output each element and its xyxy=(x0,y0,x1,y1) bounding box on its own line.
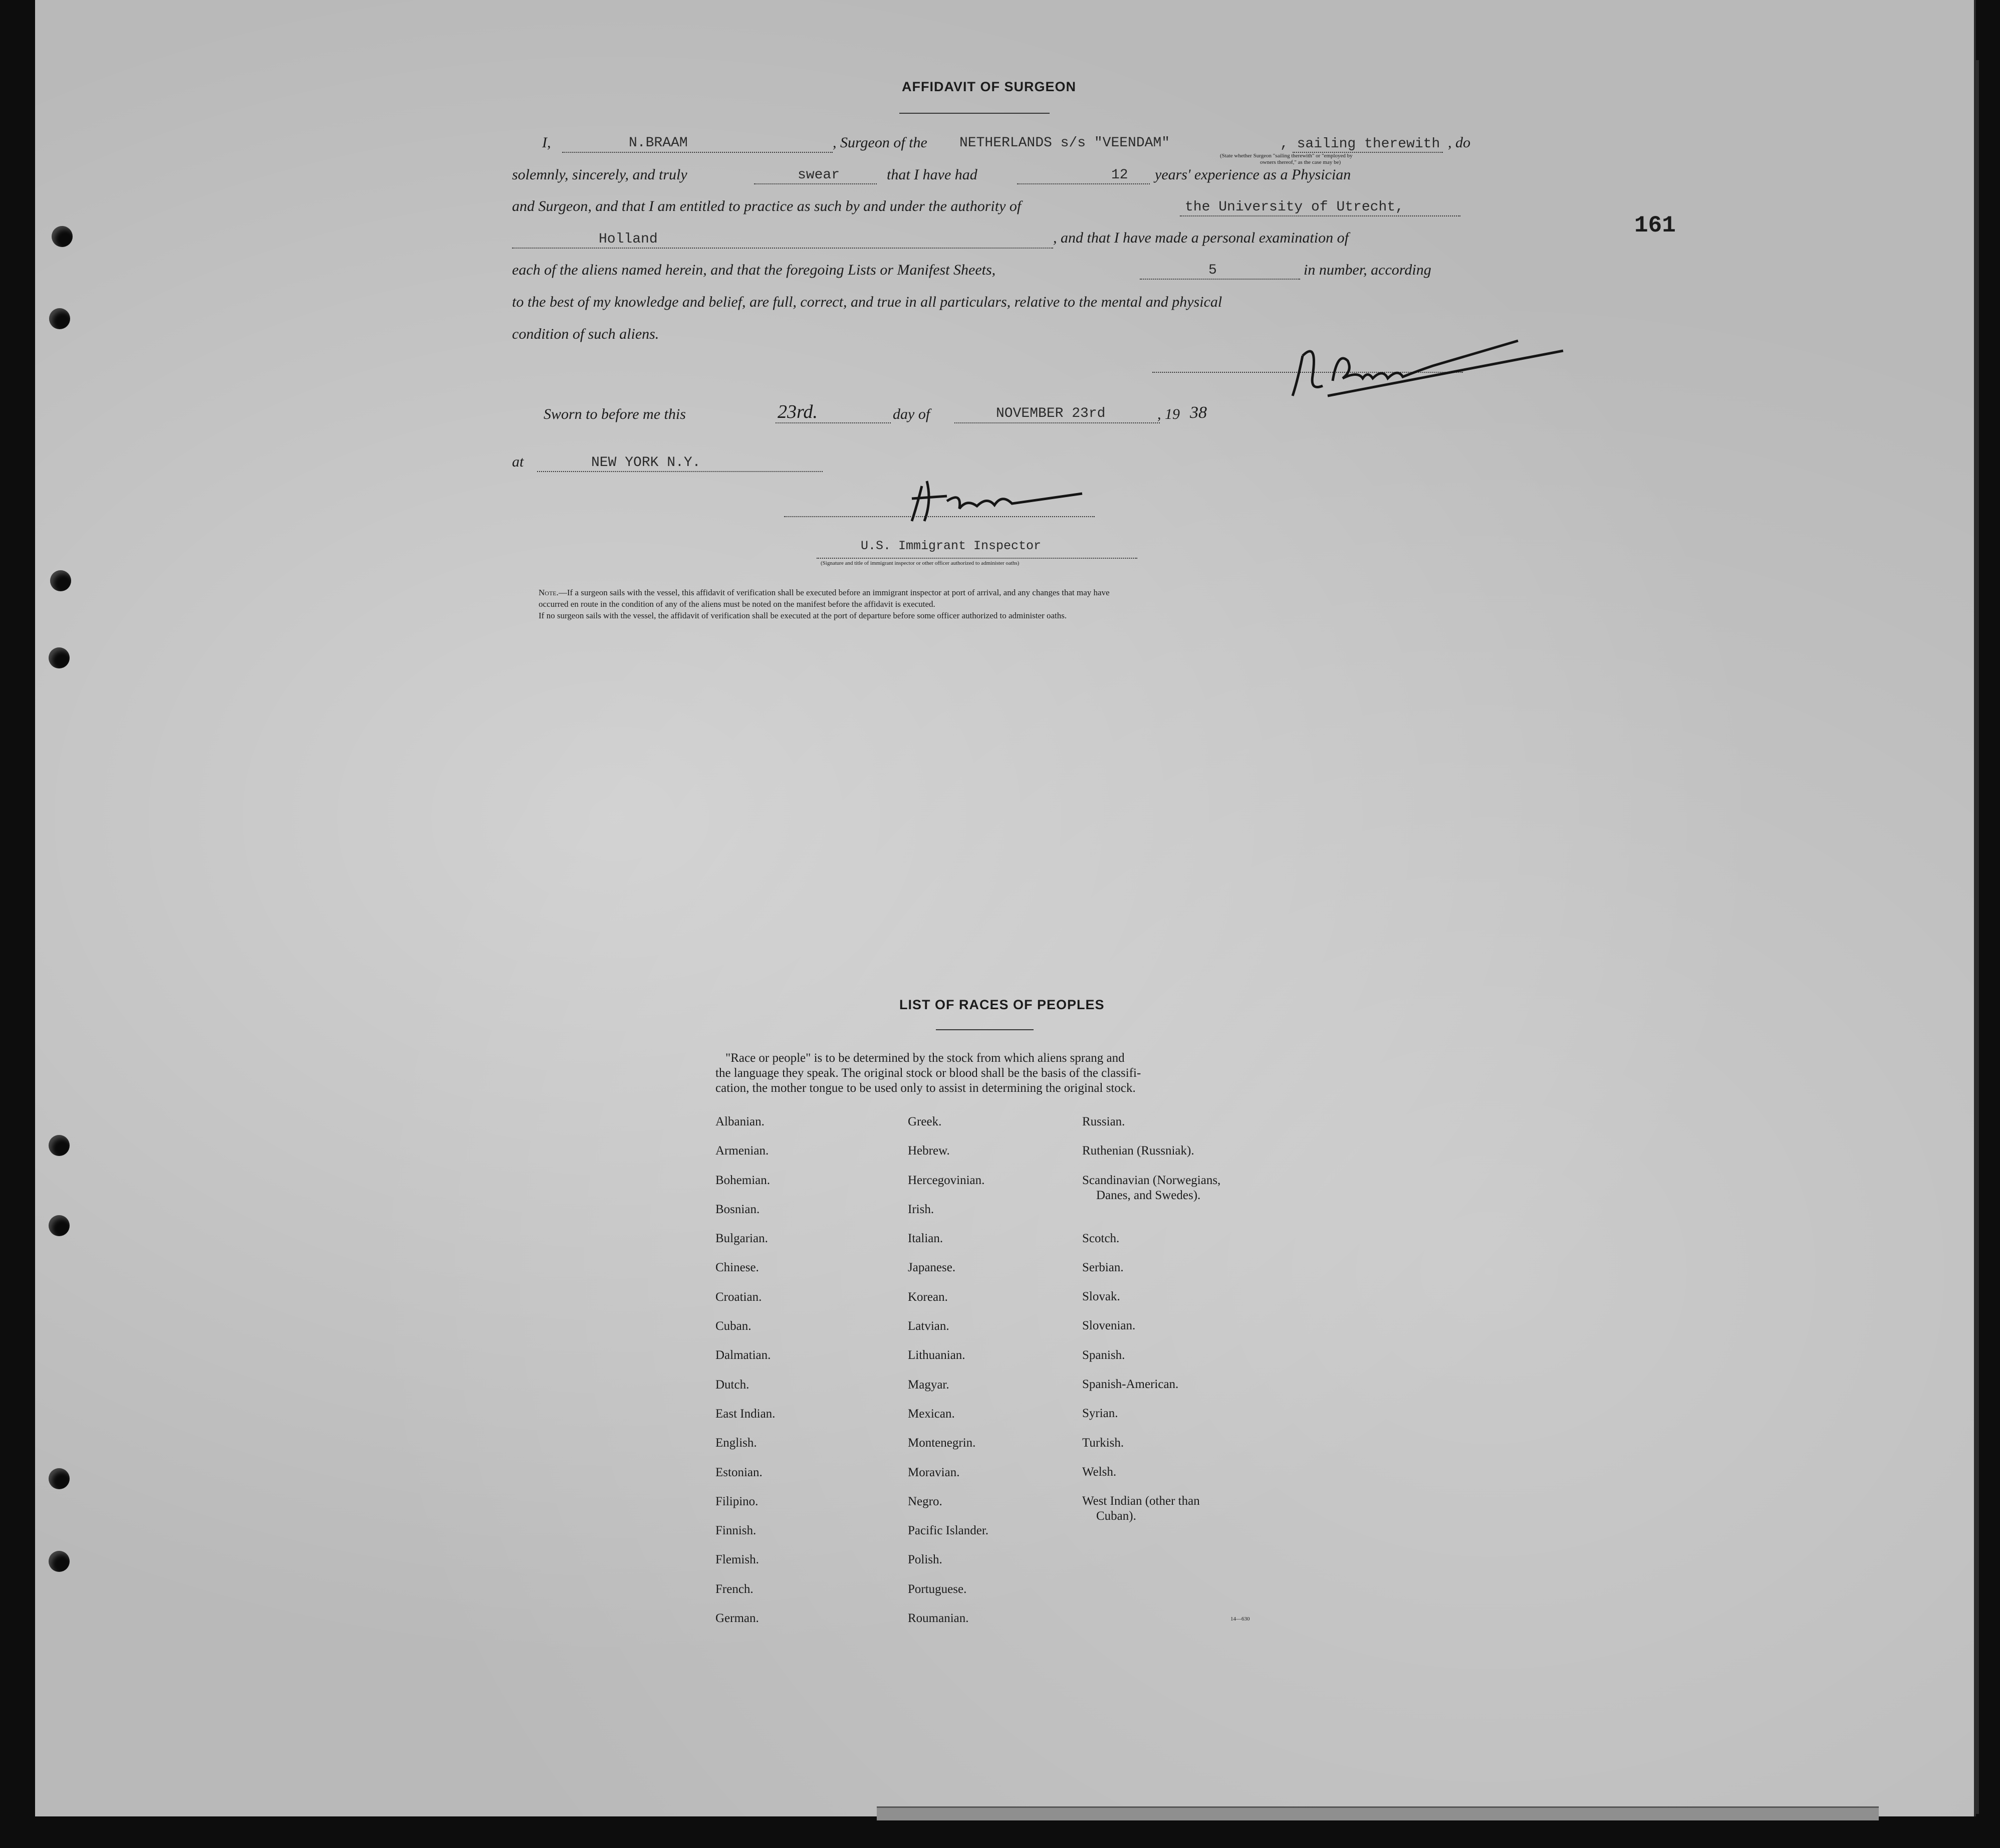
fill-line xyxy=(754,183,877,184)
race-item: Latvian. xyxy=(908,1319,949,1333)
day-of-text: day of xyxy=(893,406,930,422)
inspector-caption: (Signature and title of immigrant inspector or other officer authorized to administer oaths) xyxy=(821,560,1020,566)
race-item: Scandinavian (Norwegians, xyxy=(1082,1173,1221,1187)
authority-1: the University of Utrecht, xyxy=(1185,199,1404,215)
fill-line xyxy=(1180,215,1460,216)
races-intro-3: cation, the mother tongue to be used only to assist in determining the original stock. xyxy=(715,1081,1136,1095)
year-suffix: 38 xyxy=(1190,403,1207,422)
note-label: Note. xyxy=(539,588,559,597)
race-item: Montenegrin. xyxy=(908,1436,976,1450)
line5-text: each of the aliens named herein, and that the foregoing Lists or Manifest Sheets, xyxy=(512,262,996,278)
at-label: at xyxy=(512,453,524,470)
race-item: Bohemian. xyxy=(715,1173,771,1187)
binder-hole xyxy=(50,570,71,591)
race-item: Turkish. xyxy=(1082,1436,1124,1450)
sworn-text: Sworn to before me this xyxy=(544,406,686,422)
race-item: Polish. xyxy=(908,1553,942,1567)
note-line-2: occurred en route in the condition of any of the aliens must be noted on the manifest before the affidavit is executed. xyxy=(539,599,935,609)
in-number-text: in number, according xyxy=(1304,262,1431,278)
race-item: Syrian. xyxy=(1082,1407,1118,1421)
line3-text: and Surgeon, and that I am entitled to practice as such by and under the authority of xyxy=(512,198,1022,214)
year-prefix: , 19 xyxy=(1157,406,1180,422)
fill-line xyxy=(954,422,1160,423)
race-item: Italian. xyxy=(908,1232,943,1246)
binder-hole xyxy=(49,647,70,668)
page-edge xyxy=(1974,60,1979,1814)
status-note-1: (State whether Surgeon "sailing therewith" or "employed by xyxy=(1220,153,1353,159)
affidavit-i: I, xyxy=(542,134,551,151)
race-item: Bulgarian. xyxy=(715,1232,768,1246)
races-intro-2: the language they speak. The original stock or blood shall be the basis of the classifi- xyxy=(715,1066,1141,1080)
authority-2: Holland xyxy=(599,232,658,247)
race-item: Hebrew. xyxy=(908,1144,950,1158)
binder-hole xyxy=(49,1215,70,1236)
race-item: French. xyxy=(715,1582,754,1596)
binder-hole xyxy=(49,1551,70,1572)
form-code: 14—630 xyxy=(1230,1616,1250,1622)
affidavit-title: AFFIDAVIT OF SURGEON xyxy=(902,79,1076,94)
race-item: Pacific Islander. xyxy=(908,1524,989,1538)
race-item-multiline xyxy=(1082,1166,1221,1202)
line4-text: , and that I have made a personal examination of xyxy=(1053,229,1349,246)
race-item: Scotch. xyxy=(1082,1231,1120,1245)
race-item: Lithuanian. xyxy=(908,1348,965,1362)
race-item: Roumanian. xyxy=(908,1611,969,1626)
fill-line xyxy=(1017,183,1150,184)
note-text-1: —If a surgeon sails with the vessel, this affidavit of verification shall be executed before an immigrant inspector at port of arrival, and any changes that may have xyxy=(558,588,1110,597)
race-item: Estonian. xyxy=(715,1465,763,1479)
fill-line xyxy=(1140,279,1300,280)
race-item: Mexican. xyxy=(908,1407,955,1421)
races-column-3 xyxy=(1082,1107,1220,1524)
race-item: Greek. xyxy=(908,1115,942,1128)
races-title: LIST OF RACES OF PEOPLES xyxy=(899,997,1105,1012)
document-page xyxy=(35,0,1976,1816)
surgeon-signature xyxy=(1283,321,1573,406)
race-item: Moravian. xyxy=(908,1465,960,1479)
race-item: Flemish. xyxy=(715,1553,759,1567)
race-item: Welsh. xyxy=(1082,1465,1117,1479)
do-text: , do xyxy=(1448,134,1470,151)
race-item: Chinese. xyxy=(715,1261,759,1275)
race-item: Dutch. xyxy=(715,1377,749,1392)
surgeon-status: , sailing therewith xyxy=(1280,136,1440,152)
have-had-text: that I have had xyxy=(887,166,977,183)
race-item: Armenian. xyxy=(715,1144,769,1158)
oath-word: swear xyxy=(798,167,840,183)
race-item: Albanian. xyxy=(715,1115,765,1128)
solemnly-text: solemnly, sincerely, and truly xyxy=(512,166,687,183)
binder-hole xyxy=(49,1135,70,1156)
years-value: 12 xyxy=(1111,167,1128,183)
races-intro-1: "Race or people" is to be determined by the stock from which aliens sprang and xyxy=(725,1051,1125,1065)
race-item: East Indian. xyxy=(715,1407,776,1421)
fill-line xyxy=(817,558,1137,559)
race-item: Serbian. xyxy=(1082,1260,1124,1274)
status-note-2: owners thereof," as the case may be) xyxy=(1260,159,1341,165)
races-column-2 xyxy=(908,1107,988,1633)
race-item: Croatian. xyxy=(715,1290,762,1304)
fill-line xyxy=(512,248,1053,249)
race-item: Ruthenian (Russniak). xyxy=(1082,1144,1194,1158)
underlying-sheet-edge xyxy=(877,1806,1879,1820)
race-item: Negro. xyxy=(908,1494,942,1508)
race-item: Russian. xyxy=(1082,1115,1125,1128)
note-line-3: If no surgeon sails with the vessel, the affidavit of verification shall be executed at the port of departure before some officer authorized to administer oaths. xyxy=(539,611,1067,620)
races-title-rule xyxy=(936,1029,1034,1030)
race-item-continued: Danes, and Swedes). xyxy=(1096,1188,1201,1202)
race-item: Slovenian. xyxy=(1082,1319,1136,1333)
races-column-1 xyxy=(715,1107,775,1633)
race-item: Finnish. xyxy=(715,1524,757,1538)
race-item-multiline xyxy=(1082,1487,1220,1524)
race-item: German. xyxy=(715,1611,759,1626)
binder-hole xyxy=(49,308,70,329)
fill-line xyxy=(562,152,833,153)
line7-text: condition of such aliens. xyxy=(512,326,659,342)
race-item: Bosnian. xyxy=(715,1202,760,1216)
race-item: Irish. xyxy=(908,1202,934,1216)
race-item: Spanish-American. xyxy=(1082,1377,1179,1392)
race-item: Magyar. xyxy=(908,1377,949,1392)
race-item: Dalmatian. xyxy=(715,1348,771,1362)
title-rule xyxy=(899,113,1050,114)
race-item: Filipino. xyxy=(715,1494,759,1508)
sworn-month: NOVEMBER 23rd xyxy=(996,406,1106,421)
fill-line xyxy=(537,471,823,472)
binder-hole xyxy=(49,1468,70,1489)
race-item: West Indian (other than xyxy=(1082,1494,1200,1508)
race-item: Korean. xyxy=(908,1290,948,1304)
binder-hole xyxy=(52,226,73,247)
race-item-continued: Cuban). xyxy=(1096,1509,1136,1523)
sheets-count: 5 xyxy=(1208,263,1217,278)
inspector-signature-line xyxy=(784,516,1095,517)
race-item: English. xyxy=(715,1436,757,1450)
page-number: 161 xyxy=(1634,212,1676,239)
years-exp-text: years' experience as a Physician xyxy=(1155,166,1351,183)
surgeon-name: N.BRAAM xyxy=(629,135,688,151)
note-line-1 xyxy=(539,588,1110,598)
surgeon-of-text: , Surgeon of the xyxy=(833,134,927,151)
sworn-place: NEW YORK N.Y. xyxy=(591,455,701,471)
race-item: Slovak. xyxy=(1082,1290,1120,1304)
inspector-signature xyxy=(902,471,1092,526)
race-item: Spanish. xyxy=(1082,1348,1125,1362)
sworn-day: 23rd. xyxy=(778,401,818,422)
race-item: Portuguese. xyxy=(908,1582,967,1596)
line6-text: to the best of my knowledge and belief, are full, correct, and true in all particulars, relative to the mental and physical xyxy=(512,294,1222,310)
race-item: Hercegovinian. xyxy=(908,1173,985,1187)
race-item: Japanese. xyxy=(908,1261,956,1275)
inspector-title: U.S. Immigrant Inspector xyxy=(861,539,1042,553)
race-item: Cuban. xyxy=(715,1319,752,1333)
vessel-name: NETHERLANDS s/s "VEENDAM" xyxy=(959,135,1170,151)
